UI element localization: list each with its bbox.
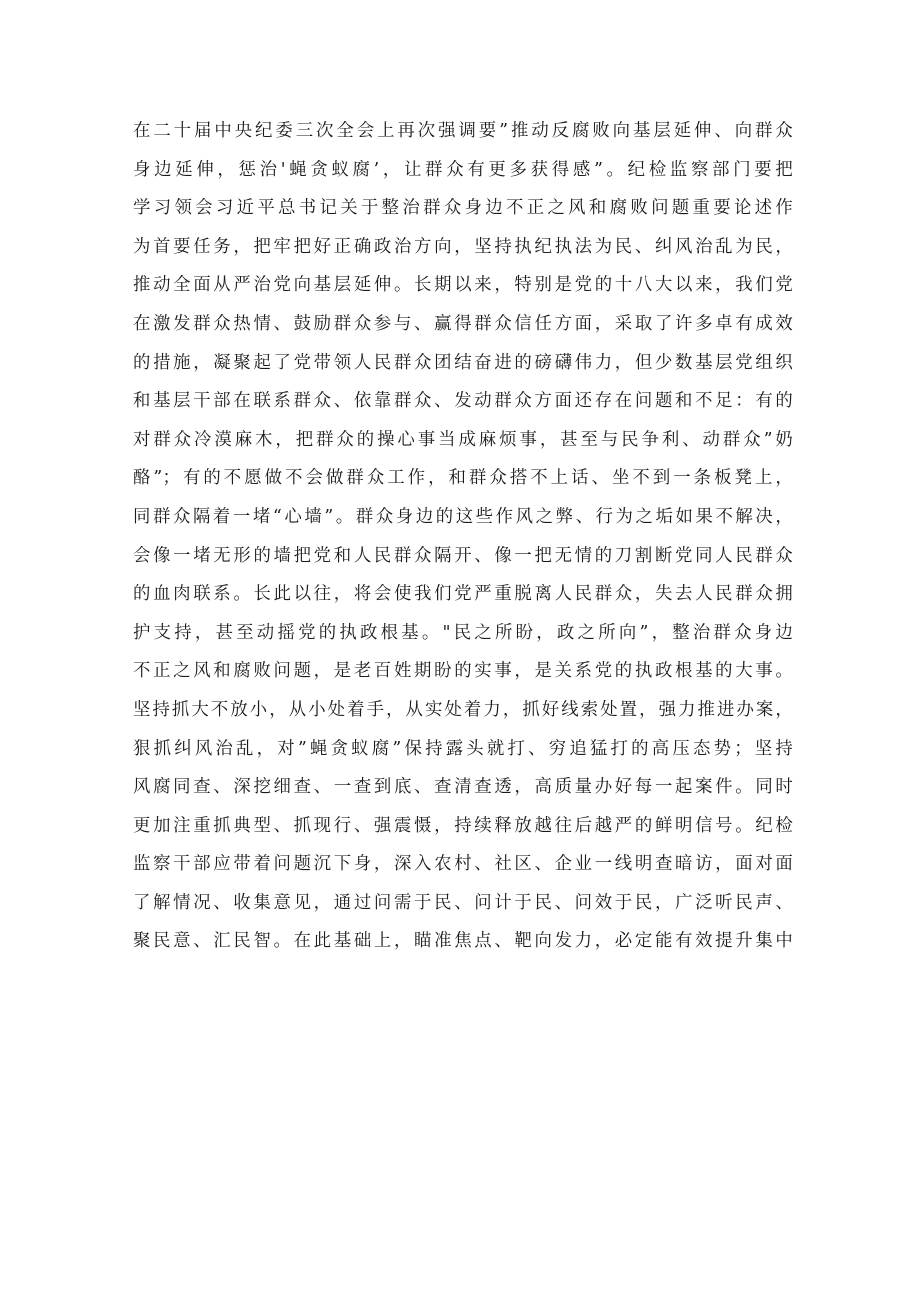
text-line: 在激发群众热情、鼓励群众参与、赢得群众信任方面，采取了许多卓有成效 (133, 313, 793, 334)
text-line: 狠抓纠风治乱，对”蝇贪蚁腐”保持露头就打、穷追猛打的高压态势；坚持 (133, 738, 793, 759)
text-line: 更加注重抓典型、抓现行、强震慑，持续释放越往后越严的鲜明信号。纪检 (133, 815, 793, 836)
text-line: 的血肉联系。长此以往，将会使我们党严重脱离人民群众，失去人民群众拥 (133, 584, 793, 605)
text-line: 会像一堵无形的墙把党和人民群众隔开、像一把无情的刀割断党同人民群众 (133, 545, 793, 566)
text-line: 酪”；有的不愿做不会做群众工作，和群众搭不上话、坐不到一条板凳上， (133, 468, 793, 489)
text-line: 监察干部应带着问题沉下身，深入农村、社区、企业一线明查暗访，面对面 (133, 854, 793, 875)
text-line: 对群众冷漠麻木，把群众的操心事当成麻烦事，甚至与民争利、动群众”奶 (133, 429, 793, 450)
text-line: 身边延伸，惩治'蝇贪蚁腐’，让群众有更多获得感”。纪检监察部门要把 (133, 159, 793, 180)
text-line: 推动全面从严治党向基层延伸。长期以来，特别是党的十八大以来，我们党 (133, 275, 793, 296)
text-line: 的措施，凝聚起了党带领人民群众团结奋进的磅礴伟力，但少数基层党组织 (133, 352, 793, 373)
body-paragraph (133, 112, 793, 961)
text-line: 和基层干部在联系群众、依靠群众、发动群众方面还存在问题和不足：有的 (133, 391, 793, 412)
text-line: 风腐同查、深挖细查、一查到底、查清查透，高质量办好每一起案件。同时 (133, 777, 793, 798)
text-line: 聚民意、汇民智。在此基础上，瞄准焦点、靶向发力，必定能有效提升集中 (133, 931, 793, 952)
text-line: 同群众隔着一堵“心墙”。群众身边的这些作风之弊、行为之垢如果不解决， (133, 506, 793, 527)
text-line: 为首要任务，把牢把好正确政治方向，坚持执纪执法为民、纠风治乱为民， (133, 236, 793, 257)
text-line: 护支持，甚至动摇党的执政根基。"民之所盼，政之所向”，整治群众身边 (133, 622, 793, 643)
text-line: 坚持抓大不放小，从小处着手，从实处着力，抓好线索处置，强力推进办案， (133, 699, 793, 720)
text-line: 在二十届中央纪委三次全会上再次强调要”推动反腐败向基层延伸、向群众 (133, 121, 793, 141)
text-line: 不正之风和腐败问题，是老百姓期盼的实事，是关系党的执政根基的大事。 (133, 661, 793, 682)
text-line: 学习领会习近平总书记关于整治群众身边不正之风和腐败问题重要论述作 (133, 198, 793, 219)
text-line: 了解情况、收集意见，通过问需于民、问计于民、问效于民，广泛听民声、 (133, 892, 793, 913)
